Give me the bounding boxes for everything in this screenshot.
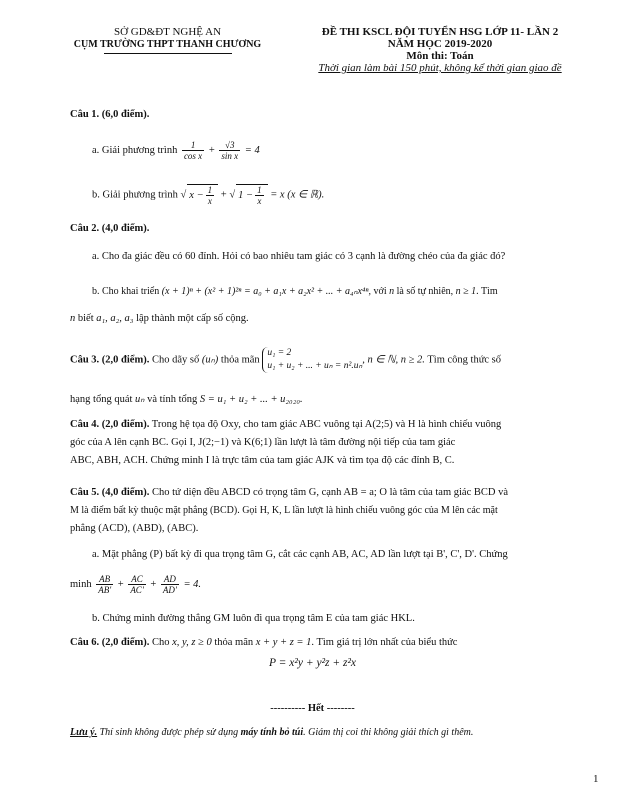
q1-b-frac2: [255, 185, 264, 206]
q5-a-minh: minh: [70, 578, 92, 590]
header-left: [60, 26, 275, 54]
q3-seq: (uₙ): [201, 354, 219, 366]
q5-title: Câu 5. (4,0 điểm).: [70, 487, 150, 498]
q1-a-frac2-num: √3: [219, 140, 240, 151]
q1-a-frac1-den: cos x: [183, 151, 203, 161]
school-year: NĂM HỌC 2019-2020: [387, 38, 493, 50]
q5-a-rhs: = 4.: [183, 578, 202, 590]
q5-a-f3-num: AD: [161, 574, 179, 585]
q2-b-formula: (x + 1)ⁿ + (x² + 1)²ⁿ = a₀ + a₁x + a₂x² + ... + a₄ₙx⁴ⁿ,: [161, 286, 372, 297]
q1-b-radical-1: [187, 184, 218, 206]
q5-line2: M là điểm bất kỳ thuộc mặt phẳng (BCD). Gọi H, K, L lần lượt là hình chiếu vuông góc của M lên các mặt: [70, 505, 498, 516]
note-label: Lưu ý.: [70, 727, 98, 738]
q5-a-line1: a. Mặt phẳng (P) bất kỳ đi qua trọng tâm G, cắt các cạnh AB, AC, AD lần lượt tại B', C', D'. Chứng: [92, 549, 508, 560]
q1-a-fraction-2: [219, 140, 240, 161]
q2-b-text4: . Tìm: [476, 286, 498, 297]
q5-a-f1-num: AB: [96, 574, 113, 585]
q5-a-frac2: [128, 574, 145, 595]
q1-a-frac1-num: 1: [182, 140, 204, 151]
q5-a-f3-den: AD': [162, 585, 177, 595]
q5-a-f2-den: AC': [130, 585, 144, 595]
q1-b: [92, 184, 324, 206]
q1-a-text: a. Giải phương trình: [92, 144, 178, 156]
q3-line2: [70, 393, 303, 407]
q5-a-frac1: [96, 574, 113, 595]
q1-b-rhs: = x (x ∈ ℝ).: [270, 189, 325, 201]
q1-a-plus: +: [208, 144, 215, 156]
end-marker: ---------- Hết --------: [270, 703, 355, 714]
q2-b-line1: [92, 285, 498, 299]
q2-a: a. Cho đa giác đều có 60 đỉnh. Hỏi có bao nhiêu tam giác có 3 cạnh là đường chéo của đa giác đó?: [92, 251, 506, 262]
q3-text3: Tìm công thức số: [427, 354, 502, 366]
q2-b-n: n: [389, 286, 395, 297]
q2-b-line2-text1: biết: [77, 313, 94, 324]
q2-b-text1: b. Cho khai triển: [92, 286, 160, 297]
q6-text2: thỏa mãn: [214, 637, 254, 648]
q5-a-plus-2: +: [150, 578, 157, 590]
q1-b-frac2-num: 1: [257, 185, 262, 195]
q2-b-line2-n: n: [70, 313, 76, 324]
q2-title: Câu 2. (4,0 điểm).: [70, 223, 150, 234]
q6-text3: . Tìm giá trị lớn nhất của biểu thức: [311, 637, 458, 648]
q1-title: Câu 1. (6,0 điểm).: [70, 109, 150, 120]
q2-b-line2-text2: lập thành một cấp số cộng.: [136, 313, 249, 324]
q1-b-expr1: x −: [189, 189, 204, 201]
q3-cond: , n ∈ ℕ, n ≥ 2.: [362, 354, 425, 366]
q3-line2-text1: hạng tổng quát: [70, 394, 133, 405]
q1-b-frac1-den: x: [207, 196, 212, 206]
q1-a-fraction-1: [182, 140, 204, 161]
q2-b-text2: với: [373, 286, 387, 297]
q6-expression: P = x²y + y²z + z²x: [268, 657, 357, 669]
q3-title: Câu 3. (2,0 điểm).: [70, 354, 150, 366]
q3-text1: Cho dãy số: [151, 354, 200, 366]
q5-a-f2-num: AC: [128, 574, 145, 585]
q1-b-expr2: 1 −: [238, 189, 254, 201]
q4-line1: [70, 418, 501, 432]
q1-b-radical-2: [236, 184, 267, 206]
q5-a-f1-den: AB': [98, 585, 112, 595]
q3-sys-line2: u₁ + u₂ + ... + uₙ = n².uₙ: [267, 361, 363, 371]
q4-line3: ABC, ABH, ACH. Chứng minh I là trực tâm của tam giác AJK và tìm tọa độ các đỉnh B, C.: [70, 455, 455, 466]
footer-note: [70, 727, 473, 738]
q5-a-plus-1: +: [117, 578, 124, 590]
q2-b-text3: là số tự nhiên,: [396, 286, 454, 297]
note-text1: Thí sinh không được phép sử dụng: [99, 727, 239, 738]
q3-system: [262, 347, 362, 373]
sqrt-icon: √: [229, 189, 236, 201]
q1-b-frac1: [206, 185, 215, 206]
q4-line1-text: Trong hệ tọa độ Oxy, cho tam giác ABC vuông tại A(2;5) và H là hình chiếu vuông: [151, 419, 502, 430]
q3-line2-sum: S = u₁ + u₂ + ... + u₂₀₂₀.: [199, 394, 303, 405]
q5-a-frac3: [161, 574, 179, 595]
header-right: [290, 26, 590, 74]
header-divider: [104, 53, 232, 54]
q1-b-frac2-den: x: [257, 196, 262, 206]
q4-title: Câu 4. (2,0 điểm).: [70, 419, 150, 430]
exam-title: ĐỀ THI KSCL ĐỘI TUYỂN HSG LỚP 11- LẦN 2: [321, 26, 559, 38]
q6-line1: [70, 636, 457, 650]
sqrt-icon: √: [180, 189, 187, 201]
q6-text1: Cho: [151, 637, 170, 648]
time-note: Thời gian làm bài 150 phút, không kể thời gian giao đề: [318, 62, 562, 74]
department-name: SỞ GD&ĐT NGHỆ AN: [113, 26, 222, 38]
q5-a-line2: [70, 574, 201, 595]
subject: Môn thi: Toán: [406, 50, 474, 62]
page-number: 1: [593, 773, 599, 785]
q1-b-text: b. Giải phương trình: [92, 189, 178, 201]
q1-a-frac2-den: sin x: [221, 151, 239, 161]
q3-text2: thỏa mãn: [220, 354, 260, 366]
q6-constraint: x + y + z = 1: [255, 637, 312, 648]
q6-vars: x, y, z ≥ 0: [172, 637, 212, 648]
q5-line1-text: Cho tứ diện đều ABCD có trọng tâm G, cạnh AB = a; O là tâm của tam giác BCD và: [151, 487, 508, 498]
q5-line1: [70, 486, 508, 500]
q6-title: Câu 6. (2,0 điểm).: [70, 637, 150, 648]
q1-a: [92, 140, 260, 161]
q5-b-line: b. Chứng minh đường thẳng GM luôn đi qua trọng tâm E của tam giác HKL.: [92, 613, 415, 624]
school-cluster-name: CỤM TRƯỜNG THPT THANH CHƯƠNG: [73, 39, 262, 50]
q3-line2-text2: và tính tổng: [147, 394, 198, 405]
q2-b-cond: n ≥ 1: [455, 286, 477, 297]
q2-b-line2: [70, 312, 249, 326]
q4-line2: góc của A lên cạnh BC. Gọi I, J(2;−1) và K(6;1) lần lượt là tâm đường nội tiếp của tam giác: [70, 437, 456, 448]
q5-line3: phẳng (ACD), (ABD), (ABC).: [70, 523, 199, 534]
q1-a-rhs: = 4: [244, 144, 260, 156]
note-bold: máy tính bỏ túi: [240, 727, 304, 738]
q3-line1: [70, 347, 501, 373]
note-text2: . Giám thị coi thi không giải thích gì thêm.: [303, 727, 474, 738]
q3-line2-un: uₙ: [135, 394, 145, 405]
q1-b-frac1-num: 1: [207, 185, 213, 195]
q2-b-line2-terms: a₁, a₂, a₃: [96, 313, 134, 324]
q1-b-plus: +: [220, 189, 227, 201]
q3-sys-line1: u₁ = 2: [267, 348, 292, 358]
